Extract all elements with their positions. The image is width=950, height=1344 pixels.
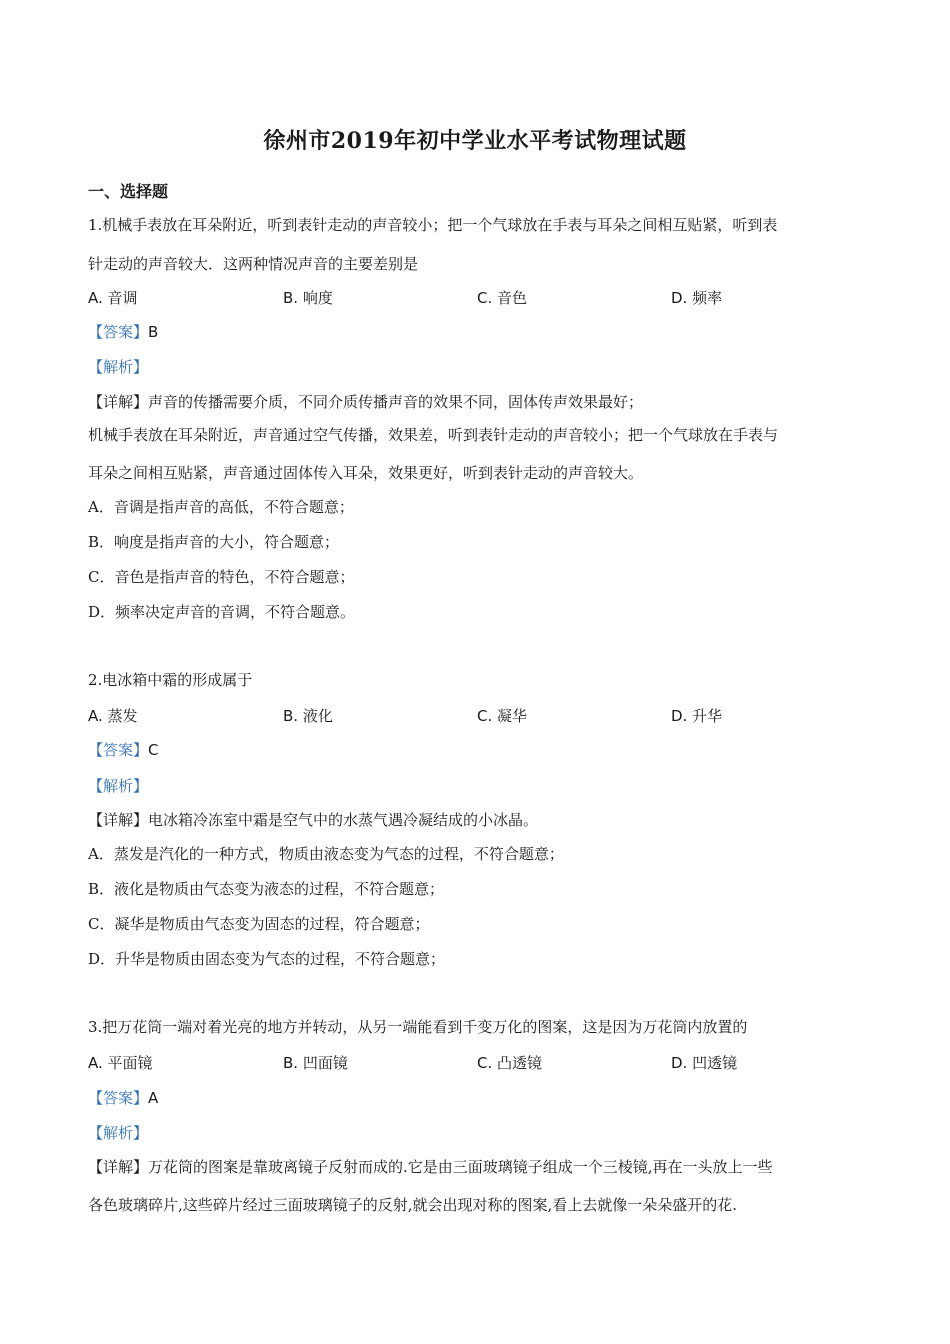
q2-option-a: A. 蒸发 (88, 707, 138, 725)
q2-detail-line-2: A．蒸发是汽化的一种方式，物质由液态变为气态的过程，不符合题意； (88, 845, 564, 863)
answer-label: 【答案】 (88, 741, 149, 759)
answer-value: A (148, 1089, 159, 1107)
q2-analysis-label: 【解析】 (88, 777, 149, 795)
q1-options (88, 287, 868, 309)
q3-analysis-label: 【解析】 (88, 1124, 149, 1142)
answer-value: C (148, 741, 159, 759)
document-title: 徐州市2019年初中学业水平考试物理试题 (263, 128, 687, 154)
section-heading: 一、选择题 (88, 182, 169, 201)
q1-stem-line-1: 1.机械手表放在耳朵附近，听到表针走动的声音较小；把一个气球放在手表与耳朵之间相互贴紧，听到表 (88, 216, 778, 234)
q3-stem-line-1: 3.把万花筒一端对着光亮的地方并转动，从另一端能看到千变万化的图案，这是因为万花筒内放置的 (88, 1018, 748, 1036)
q1-detail-line-6: C．音色是指声音的特色，不符合题意； (88, 568, 355, 586)
q2-options (88, 705, 868, 727)
detail-label: 【详解】 (88, 811, 149, 829)
q1-detail-line-1: 【详解】声音的传播需要介质，不同介质传播声音的效果不同，固体传声效果最好； (88, 393, 644, 411)
answer-label: 【答案】 (88, 1089, 149, 1107)
q1-detail-line-7: D．频率决定声音的音调，不符合题意。 (88, 603, 356, 621)
q2-detail-line-1: 【详解】电冰箱冷冻室中霜是空气中的水蒸气遇冷凝结成的小冰晶。 (88, 811, 539, 829)
q1-option-c: C. 音色 (477, 289, 528, 307)
q1-detail-line-3: 耳朵之间相互贴紧，声音通过固体传入耳朵，效果更好，听到表针走动的声音较大。 (88, 464, 644, 482)
q3-options (88, 1052, 868, 1074)
q2-option-c: C. 凝华 (477, 707, 528, 725)
q3-option-d: D. 凹透镜 (671, 1054, 738, 1072)
q3-detail-line-2: 各色玻璃碎片,这些碎片经过三面玻璃镜子的反射,就会出现对称的图案,看上去就像一朵朵盛开的花. (88, 1196, 738, 1214)
answer-label: 【答案】 (88, 323, 149, 341)
q3-answer (88, 1088, 158, 1108)
q2-detail-line-5: D．升华是物质由固态变为气态的过程，不符合题意； (88, 950, 446, 968)
q1-option-b: B. 响度 (283, 289, 333, 307)
q1-detail-line-4: A．音调是指声音的高低，不符合题意； (88, 498, 354, 516)
q1-stem-line-2: 针走动的声音较大．这两种情况声音的主要差别是 (88, 255, 419, 273)
q3-detail-line-1: 【详解】万花筒的图案是靠玻离镜子反射而成的.它是由三面玻璃镜子组成一个三棱镜,再在一头放上一些 (88, 1158, 773, 1176)
q1-option-d: D. 频率 (671, 289, 723, 307)
q3-option-a: A. 平面镜 (88, 1054, 153, 1072)
q2-option-d: D. 升华 (671, 707, 723, 725)
answer-value: B (148, 323, 159, 341)
q1-detail-line-5: B．响度是指声音的大小，符合题意； (88, 533, 340, 551)
q3-option-b: B. 凹面镜 (283, 1054, 348, 1072)
q1-analysis-label: 【解析】 (88, 358, 149, 376)
detail-label: 【详解】 (88, 1158, 149, 1176)
q1-answer (88, 322, 158, 342)
q3-option-c: C. 凸透镜 (477, 1054, 543, 1072)
q1-option-a: A. 音调 (88, 289, 138, 307)
q2-detail-line-4: C．凝华是物质由气态变为固态的过程，符合题意； (88, 915, 430, 933)
q2-answer (88, 740, 159, 760)
q2-option-b: B. 液化 (283, 707, 333, 725)
detail-label: 【详解】 (88, 393, 149, 411)
q2-stem-line-1: 2.电冰箱中霜的形成属于 (88, 671, 253, 689)
q1-detail-line-2: 机械手表放在耳朵附近，声音通过空气传播，效果差，听到表针走动的声音较小；把一个气球放在手表与 (88, 426, 779, 444)
q2-detail-line-3: B．液化是物质由气态变为液态的过程，不符合题意； (88, 880, 445, 898)
